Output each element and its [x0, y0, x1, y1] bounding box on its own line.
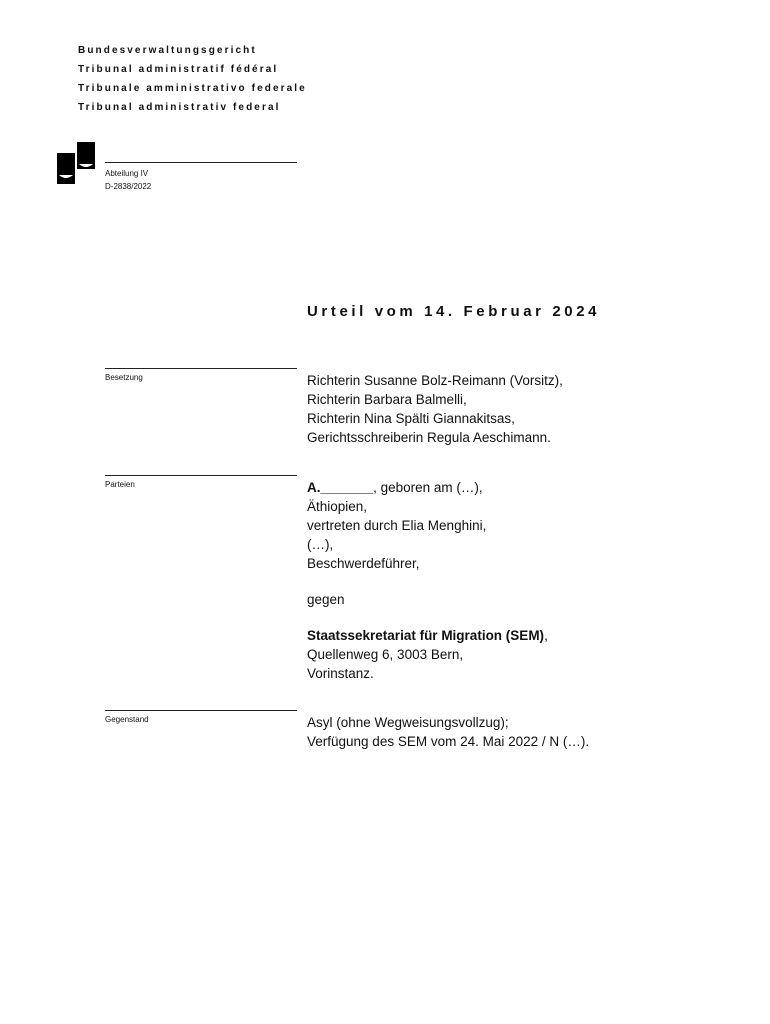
parties-label: Parteien: [105, 480, 135, 489]
authority-role: Vorinstanz.: [307, 666, 374, 681]
subject-line: Verfügung des SEM vom 24. Mai 2022 / N (…).: [307, 734, 590, 749]
appellant-line: [307, 478, 548, 497]
appellant-birth: , geboren am (…),: [373, 480, 483, 495]
appellant-detail: (…),: [307, 537, 334, 552]
appellant-role: Beschwerdeführer,: [307, 556, 420, 571]
case-number: D-2838/2022: [105, 182, 152, 191]
appellant-detail: Äthiopien,: [307, 499, 368, 514]
appellant-name: A._______: [307, 480, 374, 495]
composition-line: Richterin Barbara Balmelli,: [307, 392, 467, 407]
subject-body: [307, 713, 589, 751]
composition-line: Gerichtsschreiberin Regula Aeschimann.: [307, 430, 551, 445]
authority-address: Quellenweg 6, 3003 Bern,: [307, 647, 464, 662]
subject-divider: [105, 710, 297, 711]
composition-line: Richterin Susanne Bolz-Reimann (Vorsitz),: [307, 373, 563, 388]
court-names: [78, 41, 307, 117]
case-meta: [105, 167, 151, 193]
appellant-detail: vertreten durch Elia Menghini,: [307, 518, 487, 533]
composition-divider: [105, 368, 297, 369]
parties-body: [307, 478, 548, 683]
authority-line: [307, 626, 548, 645]
header-divider: [105, 162, 297, 163]
composition-body: [307, 371, 563, 447]
court-name-de: Bundesverwaltungsgericht: [78, 45, 257, 56]
subject-line: Asyl (ohne Wegweisungsvollzug);: [307, 715, 509, 730]
court-name-fr: Tribunal administratif fédéral: [78, 64, 279, 75]
against-text: gegen: [307, 592, 345, 607]
court-name-rm: Tribunal administrativ federal: [78, 102, 281, 113]
subject-label: Gegenstand: [105, 715, 149, 724]
authority-suffix: ,: [544, 628, 548, 643]
authority-name: Staatssekretariat für Migration (SEM): [307, 628, 545, 643]
court-name-it: Tribunale amministrativo federale: [78, 83, 307, 94]
department-label: Abteilung IV: [105, 169, 149, 178]
composition-label: Besetzung: [105, 373, 143, 382]
court-logo-icon: [56, 142, 96, 186]
composition-line: Richterin Nina Spälti Giannakitsas,: [307, 411, 515, 426]
judgment-title: Urteil vom 14. Februar 2024: [307, 303, 601, 320]
parties-divider: [105, 475, 297, 476]
